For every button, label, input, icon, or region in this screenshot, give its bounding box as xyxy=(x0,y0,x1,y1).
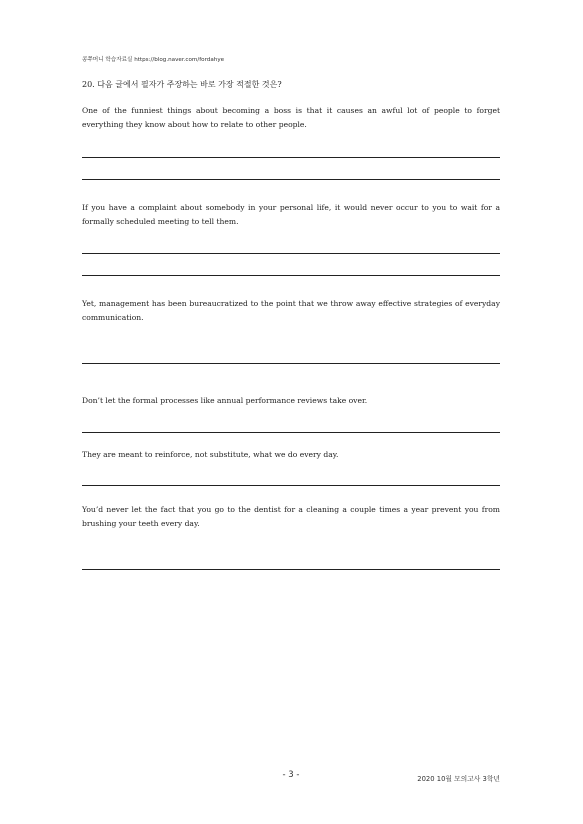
answer-line xyxy=(82,179,500,180)
question-title: 20. 다음 글에서 필자가 주장하는 바로 가장 적절한 것은? xyxy=(82,80,282,89)
paragraph-4: Don’t let the formal processes like annual performance reviews take over. xyxy=(82,396,368,405)
answer-line xyxy=(82,569,500,570)
paragraph-2: If you have a complaint about somebody in your personal life, it would never occur to you to wait for a formally scheduled meeting to tell them. xyxy=(82,203,500,226)
answer-line xyxy=(82,432,500,433)
answer-line xyxy=(82,485,500,486)
exam-label: 2020 10월 모의고사 3학년 xyxy=(417,775,500,783)
paragraph-1: One of the funniest things about becoming a boss is that it causes an awful lot of people to forget everything they know about how to relate to other people. xyxy=(82,106,500,129)
paragraph-6: You’d never let the fact that you go to the dentist for a cleaning a couple times a year prevent you from brushing your teeth every day. xyxy=(82,505,500,528)
source-header: 콩쭈머니 학습자료실 https://blog.naver.com/fordahye xyxy=(82,57,225,63)
answer-line xyxy=(82,363,500,364)
answer-line xyxy=(82,157,500,158)
paragraph-5: They are meant to reinforce, not substitute, what we do every day. xyxy=(82,450,339,459)
paragraph-3: Yet, management has been bureaucratized to the point that we throw away effective strategies of everyday communication. xyxy=(82,299,500,322)
answer-line xyxy=(82,253,500,254)
answer-line xyxy=(82,275,500,276)
page-number: - 3 - xyxy=(282,770,300,780)
